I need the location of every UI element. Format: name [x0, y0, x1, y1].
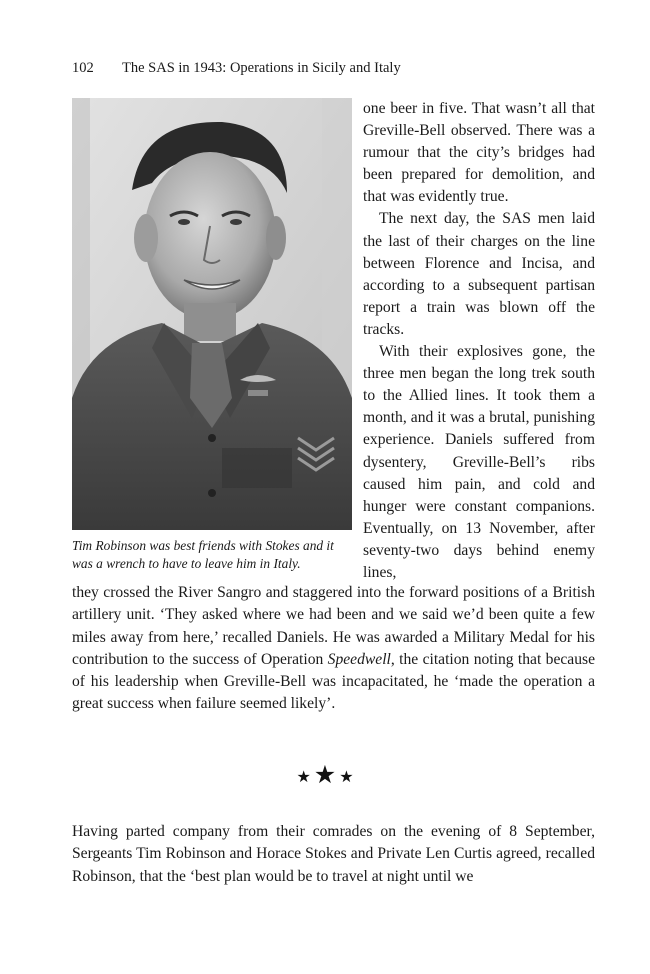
section-two-paragraph: Having parted company from their comrades on the evening of 8 September, Sergeants Tim Robinson and Horace Stokes and Private Len Curtis agreed, recalled Robinson, that the ‘best plan would be to travel at night until we: [72, 823, 595, 885]
star-icon: ★: [313, 760, 337, 789]
continued-paragraph: [72, 582, 595, 716]
paragraph-text-end: , the citation noting that because of his leadership when Greville-Bell was incapacitated, he ‘made the operation a great success when failure seemed likely’.: [72, 650, 595, 713]
section-separator: [0, 760, 650, 789]
portrait-illustration: [72, 98, 352, 530]
text-column: [363, 98, 595, 584]
photo-caption: Tim Robinson was best friends with Stokes and it was a wrench to have to leave him in Italy.: [72, 538, 334, 571]
portrait-photo: [72, 98, 352, 530]
column-paragraph-3: With their explosives gone, the three men began the long trek south to the Allied lines. It took them a month, and it was a brutal, punishing experience. Daniels suffered from dysentery, Greville-Bell’s ribs caused him pain, and cold and hunger were constant companions. Eventually, on 13 November, after seventy-two days behind enemy lines,: [363, 343, 595, 581]
page-number: 102: [72, 60, 94, 76]
operation-name: Speedwell: [327, 650, 391, 668]
running-header: [72, 60, 401, 77]
column-paragraph-1: one beer in five. That wasn’t all that Greville-Bell observed. There was a rumour that the city’s bridges had been prepared for demolition, and that was evidently true.: [363, 100, 595, 206]
paragraph-text-start: they crossed the River Sangro and staggered into the forward positions of a British artillery unit. ‘They asked where we had been and we said we’d been quite a few miles away from here,’ recalled Daniels. He was awarded a Military Medal for his contribution to the success of Operation: [72, 584, 595, 668]
star-icon: ★: [339, 767, 354, 786]
column-paragraph-2: The next day, the SAS men laid the last of their charges on the line between Florence and Incisa, and according to a subsequent partisan report a train was blown off the tracks.: [363, 210, 595, 338]
section-two: [72, 821, 595, 888]
running-title: The SAS in 1943: Operations in Sicily and Italy: [122, 60, 401, 76]
full-width-paragraph: [72, 582, 595, 716]
star-icon: ★: [296, 767, 311, 786]
